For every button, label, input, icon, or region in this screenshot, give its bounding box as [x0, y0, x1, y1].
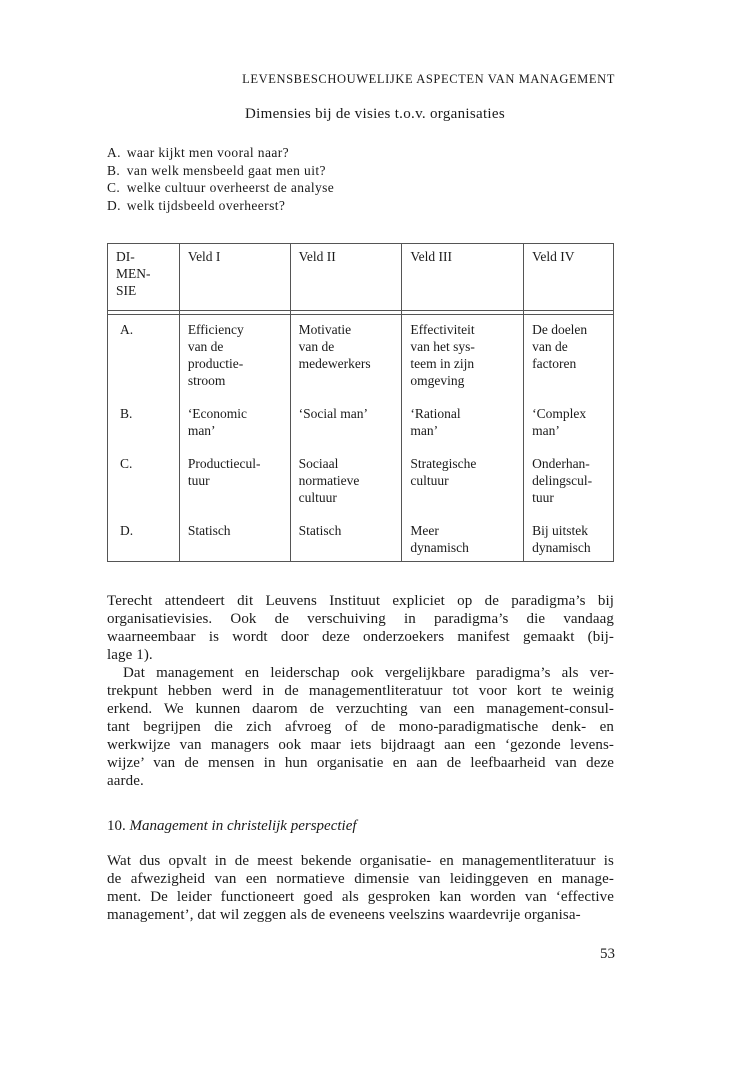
question-item — [107, 179, 334, 197]
cell-line: Meer — [410, 523, 439, 538]
text-line: lage 1). — [107, 647, 153, 663]
paragraph-3-text — [107, 852, 614, 924]
cell-line: DI- — [116, 249, 135, 264]
row-label-cell — [108, 405, 180, 455]
table-cell — [290, 522, 402, 562]
cell-line: Effectiviteit — [410, 322, 475, 337]
cell-line: Strategische — [410, 456, 477, 471]
cell-line: cultuur — [410, 473, 449, 488]
cell-line: D. — [120, 523, 134, 538]
table-cell — [179, 315, 290, 406]
row-label-cell — [108, 455, 180, 522]
cell-line: Motivatie — [298, 322, 352, 337]
cell-line: Statisch — [298, 523, 342, 538]
cell-line: dynamisch — [532, 540, 591, 555]
question-letter: C. — [107, 180, 121, 195]
cell-line: teem in zijn — [410, 356, 475, 371]
cell-line: Productiecul- — [187, 456, 261, 471]
cell-line: van de — [532, 339, 568, 354]
text-line: tant begrijpen die zich afvroeg of de mono-paradigmatische denk- en — [107, 719, 614, 735]
text-line: Terecht attendeert dit Leuvens Instituut expliciet op de paradigma’s bij — [107, 593, 614, 609]
table-cell — [179, 522, 290, 562]
cell-line: Bij uitstek — [532, 523, 588, 538]
cell-line: A. — [120, 322, 134, 337]
cell-line: C. — [120, 456, 133, 471]
page-number: 53 — [600, 946, 615, 962]
header-cell-dimensie — [108, 244, 180, 311]
cell-line: van het sys- — [410, 339, 475, 354]
table-cell — [290, 455, 402, 522]
table-row — [108, 522, 614, 562]
section-heading — [107, 818, 357, 835]
text-line: Wat dus opvalt in de meest bekende organisatie- en managementliteratuur is — [107, 853, 614, 869]
table-row — [108, 455, 614, 522]
header-cell-veld-4 — [524, 244, 614, 311]
cell-line: ‘Economic — [187, 406, 248, 421]
cell-line: omgeving — [410, 373, 465, 388]
cell-line: B. — [120, 406, 133, 421]
section-title: Management in christelijk perspectief — [129, 818, 357, 834]
question-item — [107, 197, 334, 215]
cell-line: MEN- — [116, 266, 151, 281]
row-label-cell — [108, 315, 180, 406]
text-line: aarde. — [107, 773, 144, 789]
text-line: waarneembaar is wordt door deze onderzoekers manifest gemaakt (bij- — [107, 629, 614, 645]
cell-line: Efficiency — [187, 322, 244, 337]
cell-line: man’ — [532, 423, 560, 438]
table-caption — [0, 106, 738, 123]
cell-line: dynamisch — [410, 540, 469, 555]
cell-line: medewerkers — [298, 356, 371, 371]
table-cell — [290, 405, 402, 455]
table-cell — [524, 522, 614, 562]
text-line: management’, dat wil zeggen als de eveneens veelszins waardevrije organisa- — [107, 907, 581, 923]
paragraph-2 — [107, 664, 614, 790]
text-line: Dat management en leiderschap ook vergelijkbare paradigma’s als ver- — [123, 665, 614, 681]
cell-line: Sociaal — [298, 456, 339, 471]
table-cell — [290, 315, 402, 406]
cell-line: tuur — [532, 490, 554, 505]
question-letter: B. — [107, 162, 121, 178]
cell-line: delingscul- — [532, 473, 593, 488]
text-line: wijze’ van de mensen in hun organisatie en aan de leefbaarheid van deze — [107, 755, 614, 771]
cell-line: van de — [187, 339, 224, 354]
cell-line: Veld IV — [532, 249, 575, 264]
text-line: erkend. We kunnen daarom de verzuchting van een management-consul- — [107, 701, 614, 717]
cell-line: factoren — [532, 356, 577, 371]
running-head: LEVENSBESCHOUWELIJKE ASPECTEN VAN MANAGEMENT — [242, 72, 615, 86]
question-text: welke cultuur overheerst de analyse — [126, 180, 335, 195]
table-header-row — [108, 244, 614, 311]
cell-line: van de — [298, 339, 335, 354]
cell-line: man’ — [410, 423, 439, 438]
table-row — [108, 315, 614, 406]
table-cell — [402, 522, 524, 562]
header-cell-veld-3 — [402, 244, 524, 311]
header-cell-veld-2 — [290, 244, 402, 311]
question-letter: D. — [107, 197, 121, 213]
section-number: 10. — [107, 818, 126, 834]
text-line: werkwijze van managers ook maar iets bijdraagt aan een ‘gezonde levens- — [107, 737, 614, 753]
text-line: ment. De leider functioneert goed als gesproken kan worden van ‘effective — [107, 889, 614, 905]
cell-line: Veld II — [298, 249, 336, 264]
table-cell — [524, 405, 614, 455]
table-cell — [179, 405, 290, 455]
table-body — [108, 311, 614, 562]
question-item — [107, 162, 334, 180]
paragraph-2-text — [107, 664, 614, 790]
dimensions-table — [107, 243, 614, 562]
text-line: de afwezigheid van een normatieve dimensie van leidinggeven en manage- — [107, 871, 614, 887]
cell-line: ‘Complex — [532, 406, 587, 421]
cell-line: Veld I — [187, 249, 221, 264]
table-cell — [402, 455, 524, 522]
table-caption-text: Dimensies bij de visies t.o.v. organisaties — [245, 106, 505, 122]
question-letter: A. — [107, 145, 121, 160]
question-text: welk tijdsbeeld overheerst? — [126, 197, 286, 213]
table-cell — [524, 455, 614, 522]
cell-line: ‘Social man’ — [298, 406, 368, 421]
cell-line: cultuur — [298, 490, 337, 505]
question-text: van welk mensbeeld gaat men uit? — [126, 162, 326, 178]
cell-line: normatieve — [298, 473, 360, 488]
paragraph-3 — [107, 852, 614, 924]
cell-line: Statisch — [187, 523, 231, 538]
table-cell — [179, 455, 290, 522]
paragraph-1-text — [107, 592, 614, 664]
table-row — [108, 405, 614, 455]
cell-line: stroom — [187, 373, 226, 388]
table-cell — [524, 315, 614, 406]
cell-line: man’ — [187, 423, 216, 438]
cell-line: SIE — [116, 283, 137, 298]
paragraph-1 — [107, 592, 614, 664]
cell-line: De doelen — [532, 322, 588, 337]
cell-line: Veld III — [410, 249, 453, 264]
row-label-cell — [108, 522, 180, 562]
question-item — [107, 144, 334, 162]
table-cell — [402, 405, 524, 455]
table-cell — [402, 315, 524, 406]
text-line: trekpunt hebben werd in de managementliteratuur tot voor kort te weinig — [107, 683, 614, 699]
text-line: organisatievisies. Ook de verschuiving in paradigma’s die vandaag — [107, 611, 614, 627]
cell-line: productie- — [187, 356, 244, 371]
header-cell-veld-1 — [179, 244, 290, 311]
question-text: waar kijkt men vooral naar? — [126, 145, 290, 160]
cell-line: tuur — [187, 473, 210, 488]
table-header — [108, 244, 614, 311]
question-list — [107, 144, 334, 214]
cell-line: ‘Rational — [410, 406, 461, 421]
cell-line: Onderhan- — [532, 456, 590, 471]
